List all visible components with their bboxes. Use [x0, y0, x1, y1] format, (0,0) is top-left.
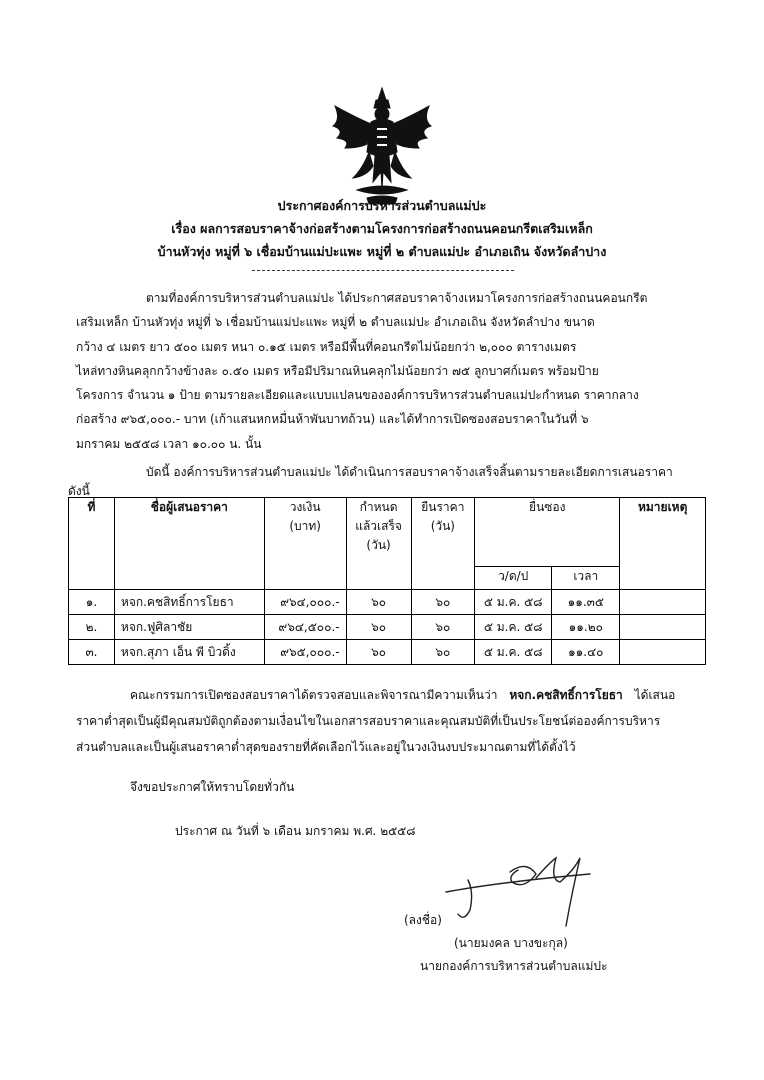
- paragraph-1-line: เสริมเหล็ก บ้านหัวทุ่ง หมู่ที่ ๖ เชื่อมบ้านแม่ปะแพะ หมู่ที่ ๒ ตำบลแม่ปะ อำเภอเถิน จังหวัดลำปาง ขนาด: [76, 315, 595, 329]
- row-time: ๑๑.๔๐: [552, 640, 620, 665]
- row-date: ๕ ม.ค. ๕๘: [475, 615, 552, 640]
- header-date: ว/ด/ป: [475, 567, 552, 590]
- row-bidder-name: หจก.ฟูศิลาชัย: [114, 615, 264, 640]
- table-row: [69, 590, 706, 615]
- paragraph-1-line: กว้าง ๔ เมตร ยาว ๕๐๐ เมตร หนา ๐.๑๕ เมตร หรือมีพื้นที่คอนกรีตไม่น้อยกว่า ๒,๐๐๐ ตารางเมตร: [76, 340, 577, 354]
- committee-opinion-text: คณะกรรมการเปิดซองสอบราคาได้ตรวจสอบและพิจารณามีความเห็นว่า: [130, 688, 498, 702]
- row-deadline: ๖๐: [346, 615, 411, 640]
- announcement-date: ประกาศ ณ วันที่ ๖ เดือน มกราคม พ.ศ. ๒๕๕๘: [175, 824, 416, 838]
- paragraph-2-line: บัดนี้ องค์การบริหารส่วนตำบลแม่ปะ ได้ดำเนินการสอบราคาจ้างเสร็จสิ้นตามรายละเอียดการเสนอราคา: [146, 465, 673, 479]
- header-amount: วงเงิน (บาท): [264, 498, 346, 590]
- paragraph-3-line: [130, 686, 675, 705]
- signer-name: (นายมงคล บางขะกุล): [454, 936, 568, 950]
- announcement-subject-continued: บ้านหัวทุ่ง หมู่ที่ ๖ เชื่อมบ้านแม่ปะแพะ หมู่ที่ ๒ ตำบลแม่ปะ อำเภอเถิน จังหวัดลำปาง: [157, 244, 607, 259]
- winning-bidder: หจก.คชสิทธิ์การโยธา: [509, 688, 623, 702]
- row-bidder-name: หจก.สุภา เอ็น พี บิวดิ้ง: [114, 640, 264, 665]
- garuda-emblem-icon: [327, 86, 437, 206]
- row-no: ๑.: [69, 590, 115, 615]
- row-remark: [620, 640, 706, 665]
- row-no: ๒.: [69, 615, 115, 640]
- table-row: [69, 615, 706, 640]
- table-row: [69, 640, 706, 665]
- signer-position: นายกองค์การบริหารส่วนตำบลแม่ปะ: [420, 959, 608, 973]
- header-time: เวลา: [552, 567, 620, 590]
- header-bidder-name: ชื่อผู้เสนอราคา: [114, 498, 264, 590]
- row-remark: [620, 615, 706, 640]
- paragraph-3-line: ราคาต่ำสุดเป็นผู้มีคุณสมบัติถูกต้องตามเงื่อนไขในเอกสารสอบราคาและคุณสมบัติที่เป็นประโยชน์ต่อองค์การบริหาร: [76, 714, 661, 728]
- paragraph-1-line: ตามที่องค์การบริหารส่วนตำบลแม่ปะ ได้ประกาศสอบราคาจ้างเหมาโครงการก่อสร้างถนนคอนกรีต: [146, 291, 648, 305]
- row-validity: ๖๐: [411, 615, 475, 640]
- row-validity: ๖๐: [411, 590, 475, 615]
- header-remark: หมายเหตุ: [620, 498, 706, 590]
- row-no: ๓.: [69, 640, 115, 665]
- row-validity: ๖๐: [411, 640, 475, 665]
- row-amount: ๙๖๕,๐๐๐.-: [264, 640, 346, 665]
- paragraph-1-line: ไหล่ทางหินคลุกกว้างข้างละ ๐.๕๐ เมตร หรือมีปริมาณหินคลุกไม่น้อยกว่า ๗๕ ลูกบาศก์เมตร พร้อมป้าย: [76, 364, 599, 378]
- signature-label: (ลงชื่อ): [404, 913, 442, 927]
- paragraph-3-line: ส่วนตำบลและเป็นผู้เสนอราคาต่ำสุดของรายที่คัดเลือกไว้และอยู่ในวงเงินงบประมาณตามที่ได้ตั้งไว้: [76, 740, 576, 754]
- paragraph-1-line: โครงการ จำนวน ๑ ป้าย ตามรายละเอียดและแบบแปลนขององค์การบริหารส่วนตำบลแม่ปะกำหนด ราคากลาง: [76, 388, 639, 402]
- announcement-title: ประกาศองค์การบริหารส่วนตำบลแม่ปะ: [277, 198, 487, 213]
- paragraph-1-line: มกราคม ๒๕๕๘ เวลา ๑๐.๐๐ น. นั้น: [76, 437, 262, 451]
- row-date: ๕ ม.ค. ๕๘: [475, 640, 552, 665]
- header-no: ที่: [69, 498, 115, 590]
- row-date: ๕ ม.ค. ๕๘: [475, 590, 552, 615]
- committee-opinion-tail: ได้เสนอ: [634, 688, 676, 702]
- header-deadline: กำหนด แล้วเสร็จ (วัน): [346, 498, 411, 590]
- row-bidder-name: หจก.คชสิทธิ์การโยธา: [114, 590, 264, 615]
- header-validity: ยืนราคา (วัน): [411, 498, 475, 590]
- closing-statement: จึงขอประกาศให้ทราบโดยทั่วกัน: [130, 780, 295, 794]
- paragraph-2-line: ดังนี้: [68, 484, 90, 498]
- bid-results-table: [68, 497, 706, 665]
- row-amount: ๙๖๔,๐๐๐.-: [264, 590, 346, 615]
- row-remark: [620, 590, 706, 615]
- row-time: ๑๑.๒๐: [552, 615, 620, 640]
- header-submission: ยื่นซอง: [475, 498, 620, 567]
- paragraph-1-line: ก่อสร้าง ๙๖๕,๐๐๐.- บาท (เก้าแสนหกหมื่นห้าพันบาทถ้วน) และได้ทำการเปิดซองสอบราคาในวันที่ ๖: [76, 412, 589, 426]
- row-deadline: ๖๐: [346, 640, 411, 665]
- row-amount: ๙๖๔,๕๐๐.-: [264, 615, 346, 640]
- heading-divider: [252, 270, 514, 271]
- signature-mark: [440, 852, 610, 932]
- row-time: ๑๑.๓๕: [552, 590, 620, 615]
- row-deadline: ๖๐: [346, 590, 411, 615]
- announcement-subject: เรื่อง ผลการสอบราคาจ้างก่อสร้างตามโครงการก่อสร้างถนนคอนกรีตเสริมเหล็ก: [171, 221, 593, 236]
